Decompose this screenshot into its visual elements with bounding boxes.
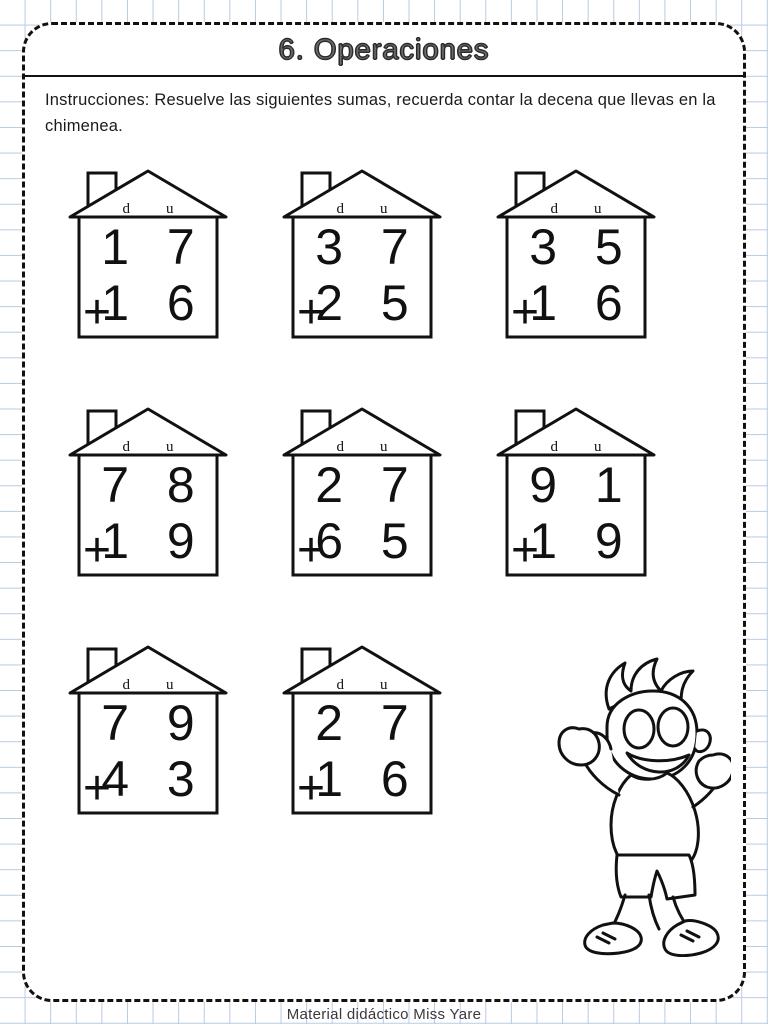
problem-digits	[491, 219, 661, 339]
addend-top: 3 5	[529, 219, 635, 275]
addend-bottom-line	[277, 275, 447, 339]
ones-label: u	[166, 677, 174, 693]
problem-house	[63, 631, 233, 831]
tens-label: d	[550, 439, 558, 455]
problem-house	[277, 155, 447, 355]
place-value-labels	[491, 201, 661, 218]
ones-label: u	[166, 201, 174, 217]
addend-top-line	[491, 457, 661, 513]
addend-bottom-line	[277, 751, 447, 815]
place-value-labels	[63, 677, 233, 694]
ones-label: u	[380, 201, 388, 217]
addend-bottom: 1 6	[529, 275, 635, 331]
addend-top: 2 7	[315, 457, 421, 513]
addend-bottom-line	[491, 513, 661, 577]
tens-label: d	[122, 677, 130, 693]
problem-digits	[491, 457, 661, 577]
addend-bottom: 6 5	[315, 513, 421, 569]
addend-top: 1 7	[101, 219, 207, 275]
addend-top-line	[277, 219, 447, 275]
tens-label: d	[336, 677, 344, 693]
addend-top-line	[277, 695, 447, 751]
plus-sign: +	[297, 524, 326, 577]
plus-sign: +	[83, 524, 112, 577]
addend-bottom: 1 9	[529, 513, 635, 569]
tens-label: d	[550, 201, 558, 217]
addend-bottom: 1 9	[101, 513, 207, 569]
plus-sign: +	[511, 286, 540, 339]
problem-digits	[63, 457, 233, 577]
problem-house	[491, 155, 661, 355]
tens-label: d	[336, 439, 344, 455]
addend-top-line	[63, 695, 233, 751]
tens-label: d	[122, 201, 130, 217]
addend-top-line	[277, 457, 447, 513]
problem-house	[277, 631, 447, 831]
problem-digits	[277, 457, 447, 577]
tens-label: d	[336, 201, 344, 217]
problem-digits	[63, 695, 233, 815]
addend-bottom: 2 5	[315, 275, 421, 331]
place-value-labels	[63, 439, 233, 456]
addend-bottom: 4 3	[101, 751, 207, 807]
addend-top: 3 7	[315, 219, 421, 275]
cheering-boy-illustration	[491, 657, 731, 957]
page-title: 6. Operaciones	[278, 33, 490, 66]
addend-bottom-line	[63, 275, 233, 339]
problem-house	[63, 155, 233, 355]
plus-sign: +	[83, 286, 112, 339]
addend-top: 2 7	[315, 695, 421, 751]
addend-bottom: 1 6	[315, 751, 421, 807]
ones-label: u	[594, 439, 602, 455]
tens-label: d	[122, 439, 130, 455]
plus-sign: +	[511, 524, 540, 577]
problem-digits	[277, 695, 447, 815]
place-value-labels	[277, 439, 447, 456]
addend-top-line	[63, 457, 233, 513]
addend-bottom-line	[491, 275, 661, 339]
addend-bottom: 1 6	[101, 275, 207, 331]
ones-label: u	[380, 677, 388, 693]
place-value-labels	[491, 439, 661, 456]
addend-bottom-line	[63, 751, 233, 815]
problem-row	[25, 155, 743, 355]
addend-top-line	[63, 219, 233, 275]
addend-top: 7 8	[101, 457, 207, 513]
problem-house	[63, 393, 233, 593]
problem-digits	[277, 219, 447, 339]
ones-label: u	[594, 201, 602, 217]
addend-top: 7 9	[101, 695, 207, 751]
ones-label: u	[380, 439, 388, 455]
plus-sign: +	[297, 762, 326, 815]
addend-top-line	[491, 219, 661, 275]
addend-bottom-line	[63, 513, 233, 577]
place-value-labels	[277, 677, 447, 694]
plus-sign: +	[83, 762, 112, 815]
problem-house	[491, 393, 661, 593]
addend-top: 9 1	[529, 457, 635, 513]
plus-sign: +	[297, 286, 326, 339]
ones-label: u	[166, 439, 174, 455]
place-value-labels	[63, 201, 233, 218]
problem-row	[25, 393, 743, 593]
instructions-text: Instrucciones: Resuelve las siguientes sumas, recuerda contar la decena que llevas en la chimenea.	[45, 91, 716, 136]
footer-credit: Material didáctico Miss Yare	[286, 1006, 482, 1023]
place-value-labels	[277, 201, 447, 218]
worksheet-title-bar	[25, 25, 743, 77]
worksheet-sheet	[22, 22, 746, 1023]
problem-house	[277, 393, 447, 593]
addend-bottom-line	[277, 513, 447, 577]
problem-digits	[63, 219, 233, 339]
